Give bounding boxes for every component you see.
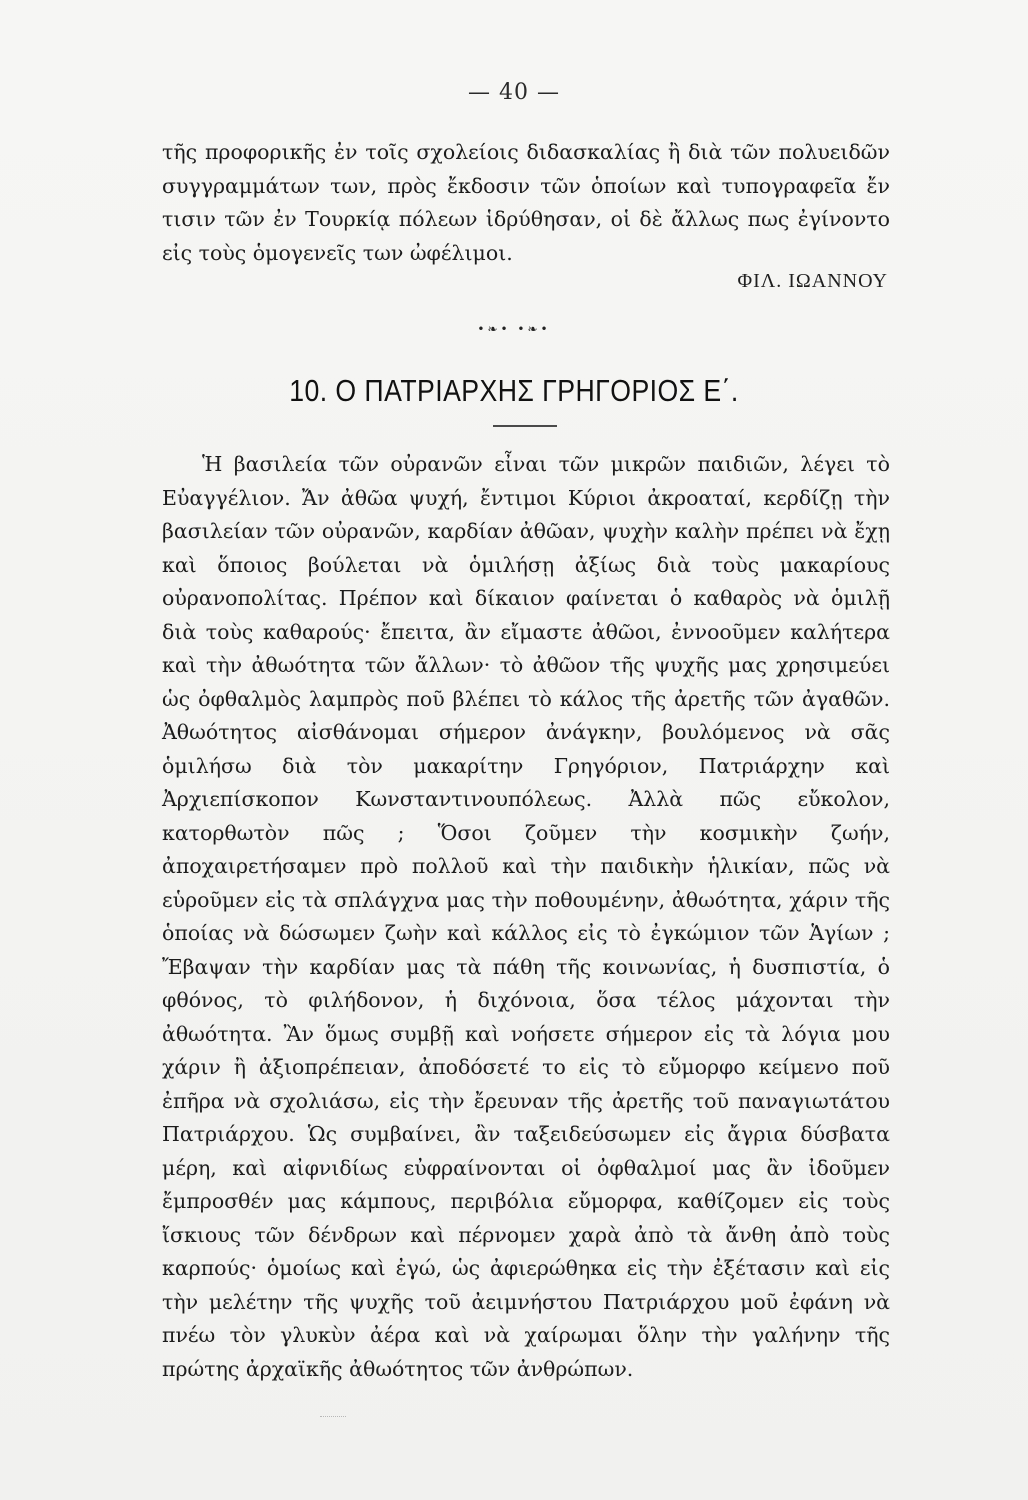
section-heading: 10. Ο ΠΑΤΡΙΑΡΧΗΣ ΓΡΗΓΟΡΙΟΣ Ε΄. [289,373,739,408]
author-signature: ΦΙΛ. ΙΩΑΝΝΟΥ [737,270,888,292]
section-ornament: •❧• •❧• [477,322,551,336]
faded-mark [320,1416,346,1425]
page-number: — 40 — [468,80,560,105]
body-paragraph: Ἡ βασιλεία τῶν οὐρανῶν εἶναι τῶν μικρῶν παιδιῶν, λέγει τὸ Εὐαγγέλιον. Ἄν ἀθῶα ψυχή, ἔντιμοι Κύριοι ἀκροαταί, κερδίζῃ τὴν βασιλείαν τῶν οὐρανῶν, καρδίαν ἀθῶαν, ψυχὴν καλὴν πρέπει νὰ ἔχῃ καὶ ὅποιος βούλεται νὰ ὁμιλήσῃ ἀξίως διὰ τοὺς μακαρίους οὐρανοπολίτας. Πρέπον καὶ δίκαιον φαίνεται ὁ καθαρὸς νὰ ὁμιλῇ διὰ τοὺς καθαρούς· ἔπειτα, ἂν εἴμαστε ἀθῶοι, ἐννοοῦμεν καλήτερα καὶ τὴν ἀθωότητα τῶν ἄλλων· τὸ ἀθῶον τῆς ψυχῆς μας χρησιμεύει ὡς ὀφθαλμὸς λαμπρὸς ποῦ βλέπει τὸ κάλος τῆς ἀρετῆς τῶν ἀγαθῶν. Ἀθωότητος αἰσθάνομαι σήμερον ἀνάγκην, βουλόμενος νὰ σᾶς ὁμιλήσω διὰ τὸν μακαρίτην Γρηγόριον, Πατριάρχην καὶ Ἀρχιεπίσκοπον Κωνσταντινουπόλεως. Ἀλλὰ πῶς εὔκολον, κατορθωτὸν πῶς ; Ὅσοι ζοῦμεν τὴν κοσμικὴν ζωήν, ἀποχαιρετήσαμεν πρὸ πολλοῦ καὶ τὴν παιδικὴν ἡλικίαν, πῶς νὰ εὑροῦμεν εἰς τὰ σπλάγχνα μας τὴν ποθουμένην, ἀθωότητα, χάριν τῆς ὁποίας νὰ δώσωμεν ζωὴν καὶ κάλλος εἰς τὸ ἐγκώμιον τῶν Ἁγίων ; Ἔβαψαν τὴν καρδίαν μας τὰ πάθη τῆς κοινωνίας, ἡ δυσπιστία, ὁ φθόνος, τὸ φιλήδονον, ἡ διχόνοια, ὅσα τέλος μάχονται τὴν ἀθωότητα. Ἂν ὅμως συμβῇ καὶ νοήσετε σήμερον εἰς τὰ λόγια μου χάριν ἢ ἀξιοπρέπειαν, ἀποδόσετέ το εἰς τὸ εὔμορφο κείμενο ποῦ ἐπῆρα νὰ σχολιάσω, εἰς τὴν ἔρευναν τῆς ἀρετῆς τοῦ παναγιωτάτου Πατριάρχου. Ὡς συμβαίνει, ἂν ταξειδεύσωμεν εἰς ἄγρια δύσβατα μέρη, καὶ αἰφνιδίως εὐφραίνονται οἱ ὀφθαλμοί μας ἂν ἰδοῦμεν ἔμπροσθέν μας κάμπους, περιβόλια εὔμορφα, καθίζομεν εἰς τοὺς ἴσκιους τῶν δένδρων καὶ πέρνομεν χαρὰ ἀπὸ τὰ ἄνθη ἀπὸ τοὺς καρπούς· ὁμοίως καὶ ἐγώ, ὡς ἀφιερώθηκα εἰς τὴν ἐξέτασιν καὶ εἰς τὴν μελέτην τῆς ψυχῆς τοῦ ἀειμνήστου Πατριάρχου μοῦ ἐφάνη νὰ πνέω τὸν γλυκὺν ἀέρα καὶ νὰ χαίρωμαι ὅλην τὴν γαλήνην τῆς πρώτης ἀρχαϊκῆς ἀθωότητος τῶν ἀνθρώπων. [162,452,890,1381]
intro-paragraph: τῆς προφορικῆς ἐν τοῖς σχολείοις διδασκαλίας ἢ διὰ τῶν πολυειδῶν συγγραμμάτων των, πρὸς ἔκδοσιν τῶν ὁποίων καὶ τυπογραφεῖα ἔν τισιν τῶν ἐν Τουρκίᾳ πόλεων ἱδρύθησαν, οἱ δὲ ἄλλως πως ἐγίνοντο εἰς τοὺς ὁμογενεῖς των ὠφέλιμοι. [162,140,890,265]
heading-underline [493,425,557,427]
